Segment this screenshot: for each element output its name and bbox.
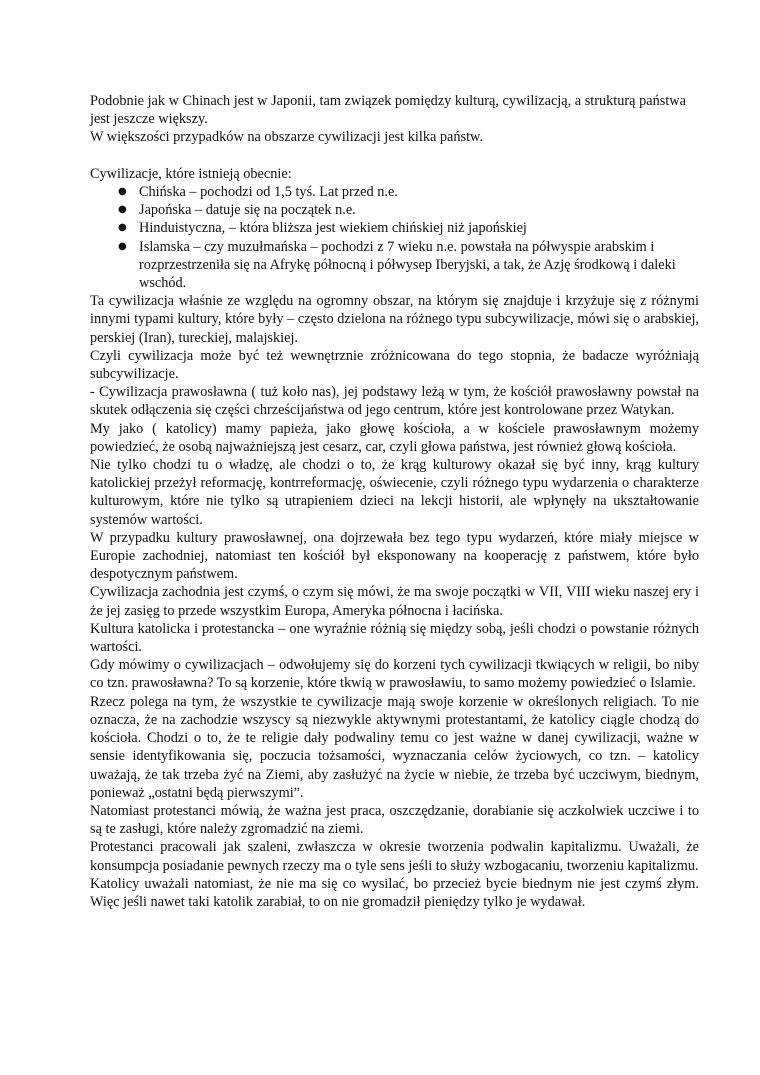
bullet-icon: ● <box>118 186 127 197</box>
bullet-icon: ● <box>118 240 127 252</box>
body-paragraph: Rzecz polega na tym, że wszystkie te cywilizacje mają swoje korzenie w określonych religiach. To nie oznacza, że na zachodzie wszyscy są niezwykle aktywnymi protestantami, że katolicy ciągle chodzą do kościoła. Chodzi o to, że te religie dały podwaliny temu co jest ważne w danej cywilizacji, ważne w sensie identyfikowania się, poczucia tożsamości, wyznaczania celów życiowych, co tzn. – katolicy uważają, że tak trzeba żyć na Ziemi, aby zasłużyć na życie w niebie, że trzeba być uczciwym, biednym, ponieważ „ostatni będą pierwszymi”. <box>90 693 699 801</box>
body-paragraph: Protestanci pracowali jak szaleni, zwłaszcza w okresie tworzenia podwalin kapitalizmu. Uważali, że konsumpcja posiadanie pewnych rzeczy ma o tyle sens jeśli to służy wzbogacaniu, tworzeniu kapitalizmu. <box>90 839 699 874</box>
intro-paragraph-2: W większości przypadków na obszarze cywilizacji jest kilka państw. <box>90 129 484 146</box>
list-item <box>90 238 699 293</box>
body-paragraph: My jako ( katolicy) mamy papieża, jako głowę kościoła, a w kościele prawosławnym możemy powiedzieć, że osobą najważniejszą jest cesarz, car, czyli głowa państwa, jest również głową kościoła. <box>90 420 699 455</box>
body-paragraph: Czyli cywilizacja może być też wewnętrznie zróżnicowana do tego stopnia, że badacze wyróżniają subcywilizacje. <box>90 347 699 383</box>
bullet-icon: ● <box>118 222 127 234</box>
list-item-text: Islamska – czy muzułmańska – pochodzi z 7 wieku n.e. powstała na półwyspie arabskim i rozprzestrzeniła się na Afrykę północną i półwysep Iberyjski, a tak, że Azję środkową i daleki wschód. <box>139 238 676 292</box>
list-item-text: Hinduistyczna, – która bliższa jest wiekiem chińskiej niż japońskiej <box>139 220 527 237</box>
body-paragraph: Nie tylko chodzi tu o władzę, ale chodzi o to, że krąg kulturowy okazał się być inny, krąg kultury katolickiej przeżył reformację, kontrreformację, oświecenie, czyli różnego typu wydarzenia o charakterze kulturowym, które nie tylko są utrapieniem dzieci na lekcji historii, ale wpłynęły na ukształtowanie systemów wartości. <box>90 457 699 528</box>
civilizations-list <box>90 183 699 292</box>
blank-line <box>90 147 699 165</box>
list-item-text: Chińska – pochodzi od 1,5 tyś. Lat przed n.e. <box>139 184 398 200</box>
list-item <box>90 183 699 201</box>
body-paragraph: Ta cywilizacja właśnie ze względu na ogromny obszar, na którym się znajduje i krzyżuje się z różnymi innymi typami kultury, które były – często dzielona na różnego typu subcywilizacje, mówi się o arabskiej, perskiej (Iran), tureckiej, malajskiej. <box>90 293 699 346</box>
list-item <box>90 201 699 219</box>
body-paragraph: Natomiast protestanci mówią, że ważna jest praca, oszczędzanie, dorabianie się aczkolwiek uczciwe i to są te zasługi, które należy zgromadzić na ziemi. <box>90 802 699 838</box>
list-heading: Cywilizacje, które istnieją obecnie: <box>90 165 292 182</box>
body-paragraph: - Cywilizacja prawosławna ( tuż koło nas), jej podstawy leżą w tym, że kościół prawosławny powstał na skutek odłączenia się części chrześcijaństwa od jego centrum, które jest kontrolowane przez Watykan. <box>90 384 699 419</box>
body-paragraph: Katolicy uważali natomiast, że nie ma się co wysilać, bo przecież bycie biednym nie jest czymś złym. Więc jeśli nawet taki katolik zarabiał, to on nie gromadził pieniędzy tylko je wydawał. <box>90 875 699 910</box>
list-item-text: Japońska – datuje się na początek n.e. <box>139 202 356 219</box>
document-page <box>90 92 699 911</box>
body-paragraph: W przypadku kultury prawosławnej, ona dojrzewała bez tego typu wydarzeń, które miały miejsce w Europie zachodniej, natomiast ten kościół był eksponowany na kooperację z państwem, które było despotycznym państwem. <box>90 529 699 583</box>
bullet-icon: ● <box>118 204 127 216</box>
body-paragraph: Kultura katolicka i protestancka – one wyraźnie różnią się między sobą, jeśli chodzi o powstanie różnych wartości. <box>90 620 699 656</box>
intro-paragraph-1: Podobnie jak w Chinach jest w Japonii, tam związek pomiędzy kulturą, cywilizacją, a strukturą państwa jest jeszcze większy. <box>90 93 686 128</box>
body-paragraph: Cywilizacja zachodnia jest czymś, o czym się mówi, że ma swoje początki w VII, VIII wieku naszej ery i że jej zasięg to przede wszystkim Europa, Ameryka północna i łacińska. <box>90 584 699 619</box>
body-paragraph: Gdy mówimy o cywilizacjach – odwołujemy się do korzeni tych cywilizacji tkwiących w religii, bo niby co tzn. prawosławna? To są korzenie, które tkwią w prawosławiu, to samo możemy powiedzieć o Islamie. <box>90 657 699 692</box>
list-item <box>90 219 699 237</box>
